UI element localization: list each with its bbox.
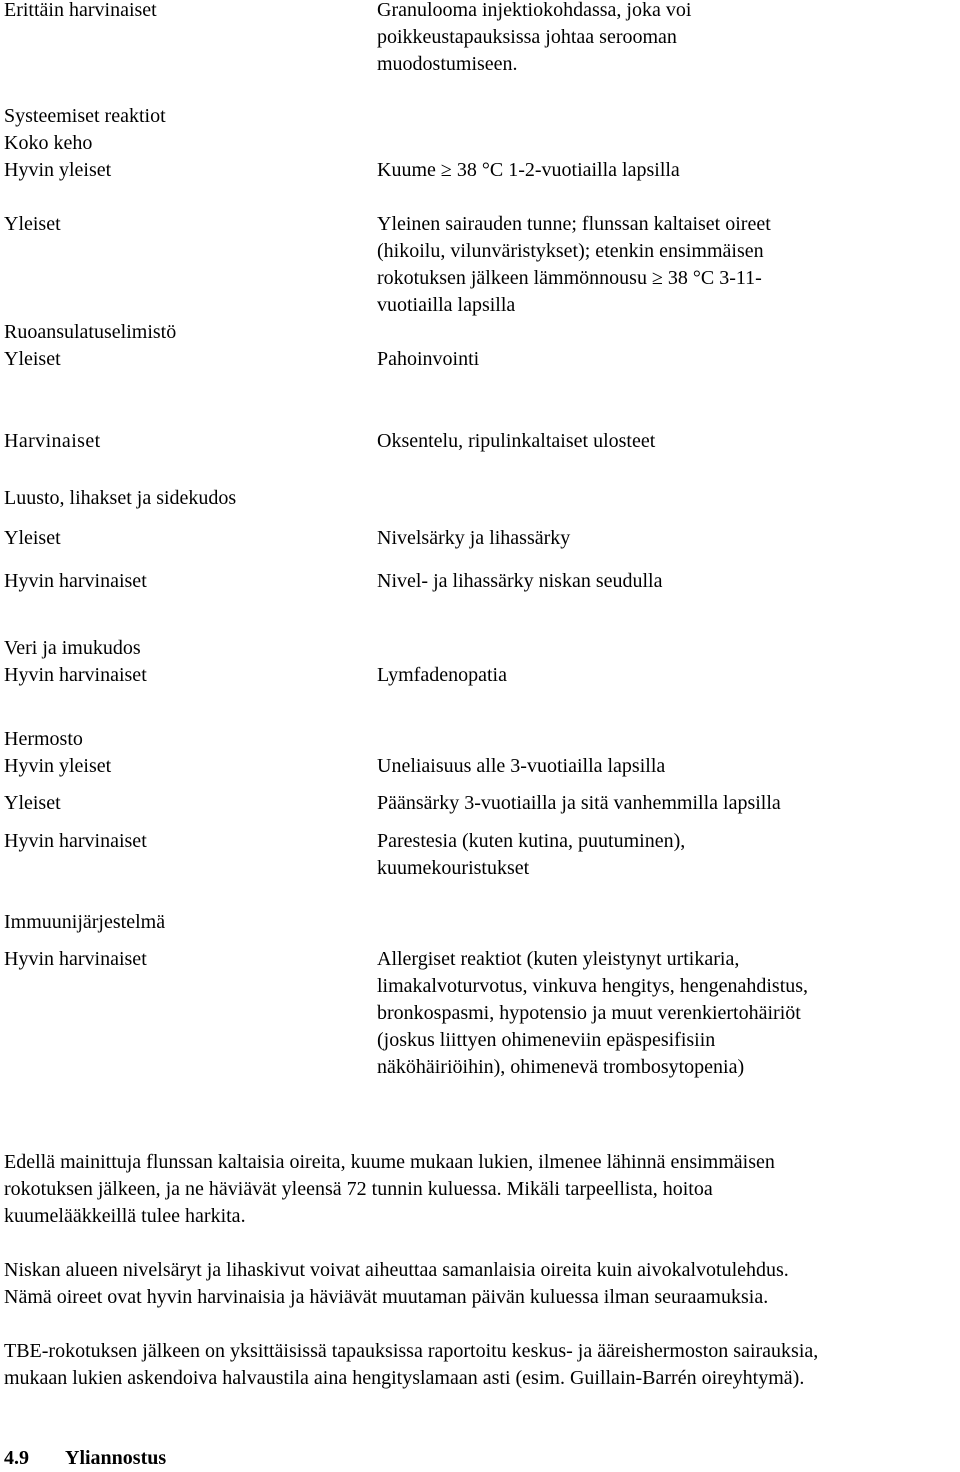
effect-line: muodostumiseen. [377, 53, 518, 75]
paragraph-line: rokotuksen jälkeen, ja ne häviävät yleensä 72 tunnin kuluessa. Mikäli tarpeellista, hoitoa [4, 1178, 713, 1200]
effect-line: Parestesia (kuten kutina, puutuminen), [377, 830, 686, 852]
effect-line: bronkospasmi, hypotensio ja muut verenkiertohäiriöt [377, 1002, 801, 1024]
section-title: Yliannostus [65, 1447, 167, 1469]
paragraph-line: Niskan alueen nivelsäryt ja lihaskivut voivat aiheuttaa samanlaisia oireita kuin aivokalvotulehdus. [4, 1259, 789, 1281]
section-heading: Immuunijärjestelmä [4, 911, 166, 933]
section-heading: Systeemiset reaktiot [4, 105, 166, 127]
paragraph-line: TBE-rokotuksen jälkeen on yksittäisissä tapauksissa raportoitu keskus- ja ääreishermoston sairauksia, [4, 1340, 819, 1362]
frequency-label: Yleiset [4, 213, 61, 235]
paragraph-line: kuumelääkkeillä tulee harkita. [4, 1205, 246, 1227]
effect-line: (hikoilu, vilunväristykset); etenkin ensimmäisen [377, 240, 764, 262]
frequency-label: Hyvin yleiset [4, 159, 112, 181]
section-heading: Luusto, lihakset ja sidekudos [4, 487, 237, 509]
effect-line: Allergiset reaktiot (kuten yleistynyt urtikaria, [377, 948, 740, 970]
effect-line: Pahoinvointi [377, 348, 480, 370]
frequency-label: Hyvin harvinaiset [4, 664, 147, 686]
paragraph-line: Edellä mainittuja flunssan kaltaisia oireita, kuume mukaan lukien, ilmenee lähinnä ensimmäisen [4, 1151, 775, 1173]
frequency-label: Hyvin harvinaiset [4, 948, 147, 970]
frequency-label: Harvinaiset [4, 430, 101, 452]
frequency-label: Hyvin yleiset [4, 755, 112, 777]
effect-line: näköhäiriöihin), ohimenevä trombosytopenia) [377, 1056, 745, 1078]
effect-line: rokotuksen jälkeen lämmönnousu ≥ 38 °C 3-11- [377, 267, 762, 289]
frequency-label: Yleiset [4, 348, 61, 370]
paragraph-line: Nämä oireet ovat hyvin harvinaisia ja häviävät muutaman päivän kuluessa ilman seuraamuksia. [4, 1286, 769, 1308]
effect-line: Granulooma injektiokohdassa, joka voi [377, 0, 692, 21]
effect-line: Nivel- ja lihassärky niskan seudulla [377, 570, 663, 592]
effect-line: limakalvoturvotus, vinkuva hengitys, hengenahdistus, [377, 975, 809, 997]
effect-line: Kuume ≥ 38 °C 1-2-vuotiailla lapsilla [377, 159, 680, 181]
effect-line: Oksentelu, ripulinkaltaiset ulosteet [377, 430, 656, 452]
frequency-label: Hyvin harvinaiset [4, 830, 147, 852]
frequency-label: Hyvin harvinaiset [4, 570, 147, 592]
effect-line: kuumekouristukset [377, 857, 530, 879]
effect-line: (joskus liittyen ohimeneviin epäspesifisiin [377, 1029, 716, 1051]
section-number: 4.9 [4, 1447, 29, 1469]
frequency-label: Yleiset [4, 792, 61, 814]
section-heading: Ruoansulatuselimistö [4, 321, 177, 343]
effect-line: poikkeustapauksissa johtaa serooman [377, 26, 677, 48]
section-heading: Veri ja imukudos [4, 637, 141, 659]
frequency-label: Yleiset [4, 527, 61, 549]
effect-line: Päänsärky 3-vuotiailla ja sitä vanhemmilla lapsilla [377, 792, 781, 814]
frequency-label: Erittäin harvinaiset [4, 0, 157, 21]
effect-line: Uneliaisuus alle 3-vuotiailla lapsilla [377, 755, 666, 777]
effect-line: Nivelsärky ja lihassärky [377, 527, 571, 549]
paragraph-line: mukaan lukien askendoiva halvaustila aina hengityslamaan asti (esim. Guillain-Barrén oireyhtymä). [4, 1367, 805, 1389]
section-subheading: Koko keho [4, 132, 93, 154]
effect-line: Lymfadenopatia [377, 664, 507, 686]
effect-line: vuotiailla lapsilla [377, 294, 516, 316]
section-heading: Hermosto [4, 728, 83, 750]
effect-line: Yleinen sairauden tunne; flunssan kaltaiset oireet [377, 213, 771, 235]
